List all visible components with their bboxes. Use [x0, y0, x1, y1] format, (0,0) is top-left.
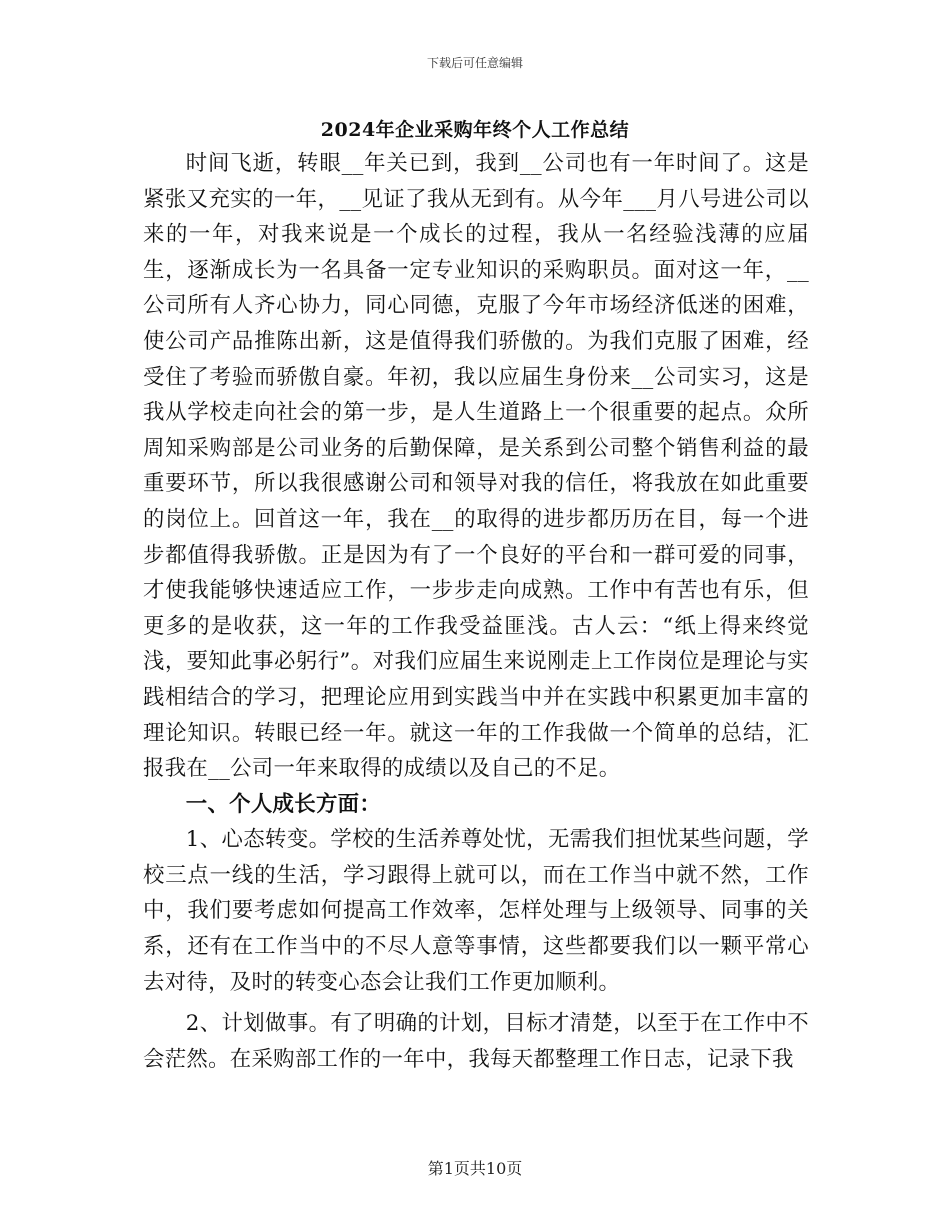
document-body	[143, 146, 809, 1077]
header-note: 下载后可任意编辑	[426, 56, 523, 70]
document-title: 2024年企业采购年终个人工作总结	[320, 119, 630, 141]
intro-paragraph: 时间飞逝，转眼__年关已到，我到__公司也有一年时间了。这是紧张又充实的一年，__见证了我从无到有。从今年___月八号进公司以来的一年，对我来说是一个成长的过程，我从一名经验浅薄的应届生，逐渐成长为一名具备一定专业知识的采购职员。面对这一年，__公司所有人齐心协力，同心同德，克服了今年市场经济低迷的困难，使公司产品推陈出新，这是值得我们骄傲的。为我们克服了困难，经受住了考验而骄傲自豪。年初，我以应届生身份来__公司实习，这是我从学校走向社会的第一步，是人生道路上一个很重要的起点。众所周知采购部是公司业务的后勤保障，是关系到公司整个销售利益的最重要环节，所以我很感谢公司和领导对我的信任，将我放在如此重要的岗位上。回首这一年，我在__的取得的进步都历历在目，每一个进步都值得我骄傲。正是因为有了一个良好的平台和一群可爱的同事，才使我能够快速适应工作，一步步走向成熟。工作中有苦也有乐，但更多的是收获，这一年的工作我受益匪浅。古人云：“纸上得来终觉浅，要知此事必躬行”。对我们应届生来说刚走上工作岗位是理论与实践相结合的学习，把理论应用到实践当中并在实践中积累更加丰富的理论知识。转眼已经一年。就这一年的工作我做一个简单的总结，汇报我在__公司一年来取得的成绩以及自己的不足。	[143, 151, 809, 782]
section-heading-personal-growth: 一、个人成长方面：	[185, 791, 382, 817]
paragraph-mindset-change: 1、心态转变。学校的生活养尊处忧，无需我们担忧某些问题，学校三点一线的生活，学习跟得上就可以，而在工作当中就不然，工作中，我们要考虑如何提高工作效率，怎样处理与上级领导、同事的关系，还有在工作当中的不尽人意等事情，这些都要我们以一颗平常心去对待，及时的转变心态会让我们工作更加顺利。	[143, 827, 809, 995]
page-number-footer: 第1页共10页	[427, 1159, 523, 1178]
paragraph-planning: 2、计划做事。有了明确的计划，目标才清楚，以至于在工作中不会茫然。在采购部工作的一年中，我每天都整理工作日志，记录下我	[143, 1011, 809, 1072]
